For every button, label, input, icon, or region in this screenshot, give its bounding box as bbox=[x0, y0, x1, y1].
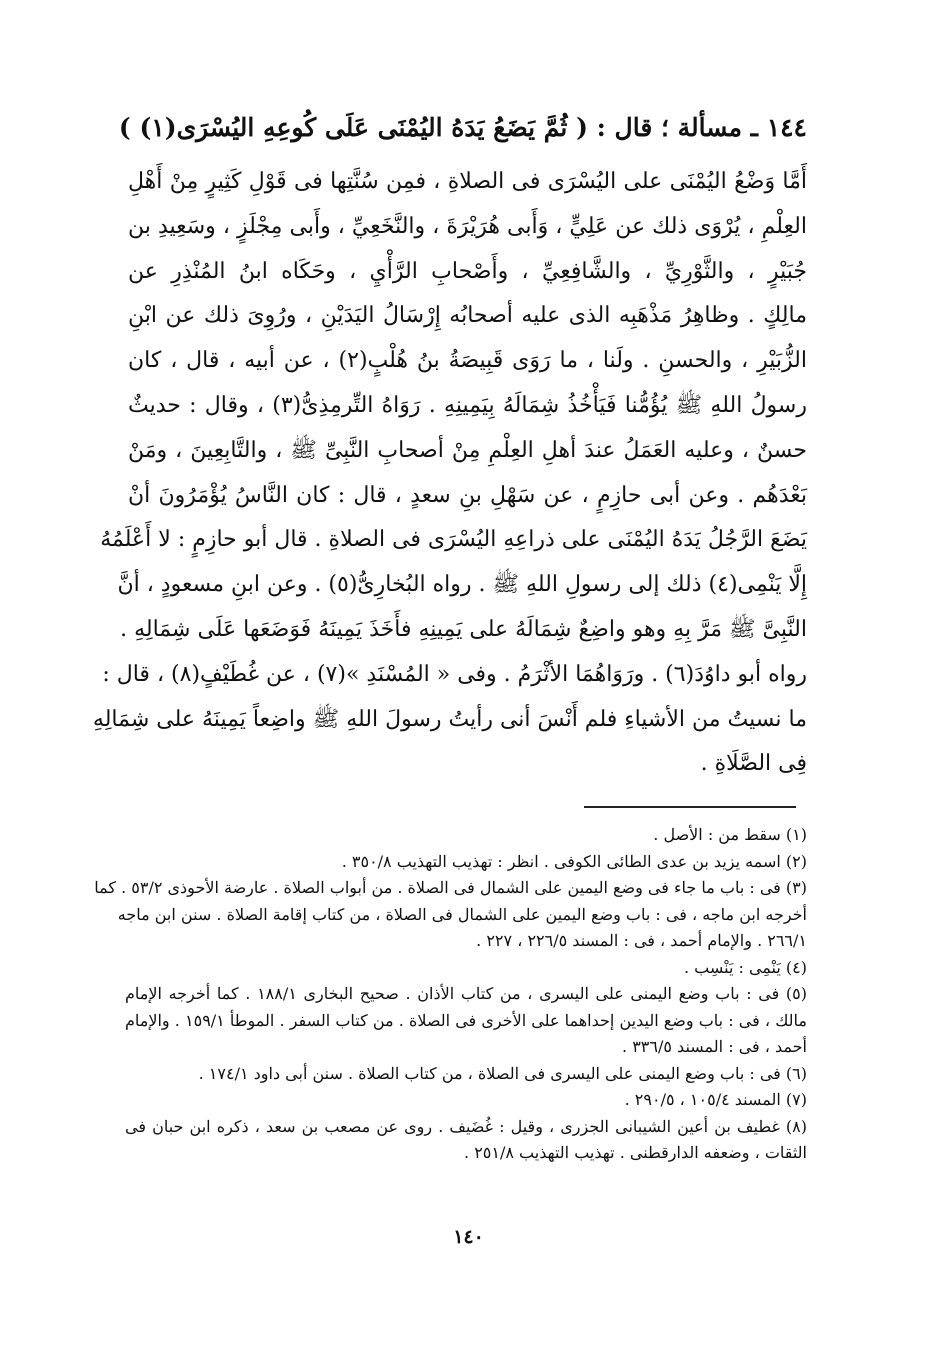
text-line: العِلْمِ ، يُرْوَى ذلك عن عَلِيٍّ ، وَأَبى هُرَيْرَةَ ، والنَّخَعِيِّ ، وأَبى مِجْلَزٍ ، وسَعِيدِ بن bbox=[128, 213, 807, 239]
footnote-1 bbox=[125, 822, 807, 849]
text-line: يَضَعَ الرَّجُلُ يَدَهُ اليُمْنَى على ذراعِهِ اليُسْرَى فى الصلاةِ . قال أبو حازِمٍ : لا أَعْلَمُهُ bbox=[100, 527, 807, 553]
footnote-line: (٨) غطيف بن أعين الشيبانى الجزرى ، وقيل : غُضَيف . روى عن مصعب بن سعد ، ذكره ابن حبان فى bbox=[125, 1116, 808, 1136]
text-line: ما نسيتُ من الأشياءِ فلم أَنْسَ أنى رأيتُ رسولَ اللهِ ﷺ واضِعاً يَمِينَهُ على شِمَالِهِ bbox=[92, 706, 807, 732]
footnote-7 bbox=[125, 1087, 807, 1114]
footnote-5 bbox=[125, 981, 807, 1061]
footnote-line: (٢) اسمه يزيد بن عدى الطائى الكوفى . انظر : تهذيب التهذيب ٣٥٠/٨ . bbox=[341, 851, 807, 871]
footnote-line: أحمد ، فى : المسند ٣٣٦/٥ . bbox=[622, 1037, 807, 1056]
footnote-line: مالك ، فى : باب وضع اليدين إحداهما على الأخرى فى الصلاة . من كتاب السفر . الموطأ ١٥٩/١ . والإمام bbox=[125, 1010, 807, 1030]
footnotes bbox=[94, 822, 808, 1167]
footnote-line: أخرجه ابن ماجه ، فى : باب وضع اليمين على الشمال فى الصلاة ، من كتاب إقامة الصلاة . سنن ابن ماجه bbox=[117, 904, 807, 924]
text-line: مالِكٍ . وظاهِرُ مَذْهَبِه الذى عليه أصحابُه إِرْسَالُ اليَدَيْنِ ، ورُوِىَ ذلك عن ابْنِ bbox=[128, 303, 807, 329]
footnote-line: (٣) فى : باب ما جاء فى وضع اليمين على الشمال فى الصلاة . من أبواب الصلاة . عارضة الأحوذى ٥٣/٢ . كما bbox=[94, 878, 807, 897]
issue-heading: ١٤٤ ـ مسألة ؛ قال : ( ثُمَّ يَضَعُ يَدَهُ اليُمْنَى عَلَى كُوعِهِ اليُسْرَى(١) ) bbox=[118, 113, 807, 142]
footnote-3 bbox=[94, 875, 807, 955]
text-line: حسنٌ ، وعليه العَمَلُ عندَ أهلِ العِلْمِ مِنْ أصحابِ النَّبِىِّ ﷺ ، والتَّابِعِينَ ، ومَنْ bbox=[128, 437, 807, 463]
text-line: رواه أبو داوُدَ(٦) . ورَوَاهُمَا الأثْرَمُ . وفى « المُسْنَدِ »(٧) ، عن غُطَيْفٍ(٨) ، قال : bbox=[102, 661, 807, 687]
main-text bbox=[92, 160, 807, 787]
footnote-2 bbox=[125, 849, 807, 876]
footnote-line: الثقات ، وضعفه الدارقطنى . تهذيب التهذيب ٢٥١/٨ . bbox=[464, 1143, 807, 1162]
text-line: بَعْدَهُم . وعن أبى حازِمٍ ، عن سَهْلِ بنِ سعدٍ ، قال : كان النَّاسُ يُؤْمَرُونَ أنْ bbox=[128, 482, 807, 508]
text-line: النَّبِىَّ ﷺ مَرَّ بِهِ وهو واضِعٌ شِمَالَهُ على يَمِينِهِ فأَخَذَ يَمِينَهُ فَوَضَعَها عَلَى شِمَالِهِ . bbox=[120, 616, 807, 642]
footnote-line: (٥) فى : باب وضع اليمنى على اليسرى ، من كتاب الأذان . صحيح البخارى ١٨٨/١ . كما أخرجه الإمام bbox=[125, 984, 807, 1003]
footnote-6 bbox=[125, 1061, 807, 1088]
page-number: ١٤٠ bbox=[453, 1226, 484, 1248]
text-line: أَمَّا وَضْعُ اليُمْنَى على اليُسْرَى فى الصلاةِ ، فمِن سُنَّتِها فى قَوْلِ كَثِيرٍ مِنْ أَهْلِ bbox=[128, 169, 807, 194]
footnote-line: (٤) يَنْمِى : يَنْسِب . bbox=[683, 957, 807, 977]
text-line: الزُّبَيْرِ ، والحسنِ . ولَنا ، ما رَوَى قَبِيصَةُ بنُ هُلْبٍ(٢) ، عن أبيه ، قال ، كان bbox=[128, 348, 807, 374]
footnote-line: (١) سقط من : الأصل . bbox=[653, 825, 807, 844]
text-line: جُبَيْرٍ ، والثَّوْرِيِّ ، والشَّافِعِيِّ ، وأَصْحابِ الرَّأْيِ ، وحَكَاه ابنُ المُنْذِرِ عن bbox=[128, 258, 807, 284]
footnote-line: (٦) فى : باب وضع اليمنى على اليسرى فى الصلاة ، من كتاب الصلاة . سنن أبى داود ١٧٤/١ . bbox=[198, 1063, 807, 1083]
footnote-line: ٢٦٦/١ . والإمام أحمد ، فى : المسند ٢٢٦/٥ ، ٢٢٧ . bbox=[476, 931, 807, 950]
text-line: إِلَّا يَنْمِى(٤) ذلك إلى رسولِ اللهِ ﷺ . رواه البُخارِىُّ(٥) . وعن ابنِ مسعودٍ ، أنَّ bbox=[117, 572, 807, 598]
footnote-8 bbox=[125, 1114, 807, 1167]
text-line: فِى الصَّلَاةِ . bbox=[700, 751, 807, 777]
footnote-4 bbox=[125, 955, 807, 982]
footnote-line: (٧) المسند ١٠٥/٤ ، ٢٩٠/٥ . bbox=[624, 1090, 807, 1109]
footnote-divider bbox=[584, 806, 796, 808]
text-line: رسولُ اللهِ ﷺ يُؤُمُّنا فَيَأْخُذُ شِمَالَهُ بِيَمِينِهِ . رَوَاهُ التِّرمِذِىُّ(٣) ، وقال : حديثٌ bbox=[128, 392, 807, 418]
